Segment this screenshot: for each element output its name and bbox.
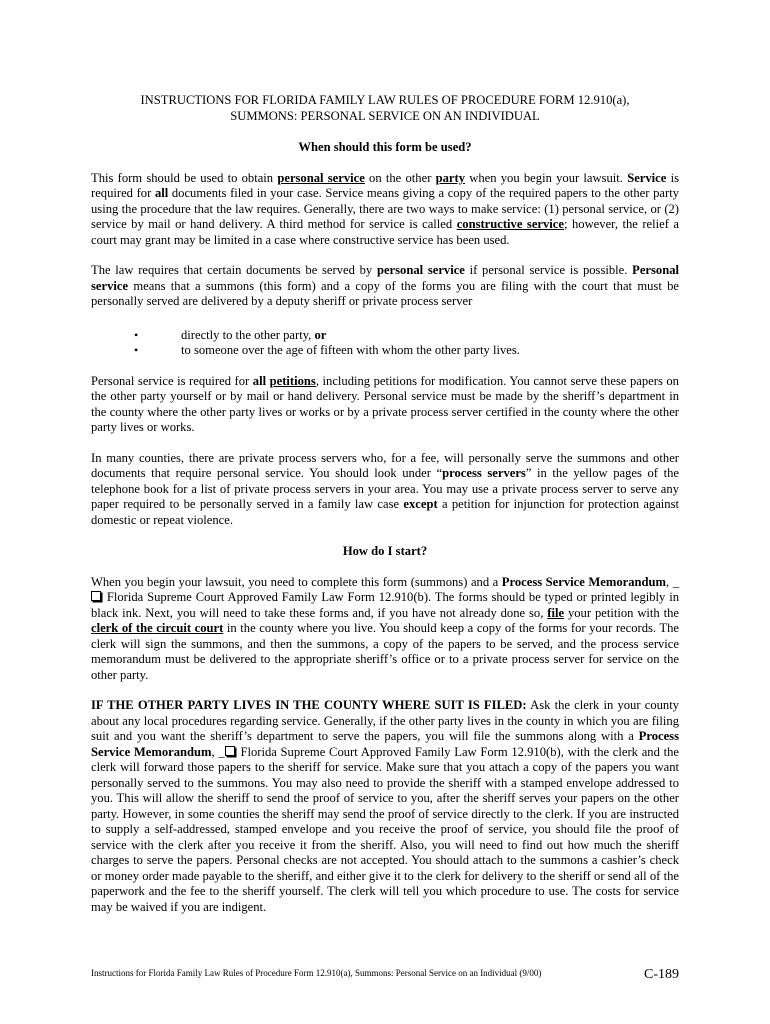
text-run: to someone over the age of fifteen with whom the other party lives. — [181, 343, 520, 357]
term-service: Service — [627, 170, 667, 185]
document-title — [91, 93, 679, 124]
text-run: , including petitions for modification. You cannot serve these papers on the other party yourself or by mail or hand delivery. Personal service must be made by the sheriff’s department in the county where the other party lives or works or by a private process server certified in the county where the other party lives or works. — [91, 373, 679, 434]
paragraph-same-county — [91, 698, 679, 915]
text-run: your petition with the — [564, 605, 679, 620]
section-heading-when: When should this form be used? — [298, 140, 472, 154]
subheading-same-county: IF THE OTHER PARTY LIVES IN THE COUNTY WHERE SUIT IS FILED: — [91, 698, 527, 712]
paragraph-personal-service-definition — [91, 263, 679, 310]
text-run: directly to the other party, — [181, 327, 315, 342]
text-run: in the county where you live. You should keep a copy of the forms for your records. The clerk will sign the summons, and then the summons, a copy of the papers to be served, and the process service memorandum must be delivered to the appropriate sheriff’s office or to a private process server for service on the other party. — [91, 621, 679, 682]
emphasis-personal-service: personal service — [376, 263, 465, 277]
text-run: when you begin your lawsuit. — [465, 170, 628, 185]
text-run: , _ — [666, 574, 679, 589]
term-petitions: petitions — [269, 373, 316, 388]
section-heading-start: How do I start? — [342, 544, 428, 558]
paragraph-process-servers — [91, 451, 679, 529]
emphasis-all: all — [252, 373, 267, 388]
term-clerk-of-circuit-court: clerk of the circuit court — [91, 621, 224, 635]
paragraph-begin-lawsuit — [91, 575, 679, 684]
bullet-icon: • — [134, 343, 139, 357]
text-run: on the other — [364, 170, 436, 185]
text-run: a petition for injunction for protection against domestic or repeat violence. — [91, 497, 679, 527]
text-run: means that a summons (this form) and a copy of the forms you are filing with the court that must be personally served are delivered by a deputy sheriff or private process server — [91, 278, 679, 308]
emphasis-process-service-memorandum: Process Service Memorandum — [501, 574, 667, 589]
list-item — [91, 328, 679, 344]
text-run: , _ — [211, 744, 225, 759]
delivery-options-list — [91, 328, 679, 359]
document-body — [91, 93, 679, 930]
title-line-2: SUMMONS: PERSONAL SERVICE ON AN INDIVIDUAL — [230, 108, 540, 123]
paragraph-service-overview — [91, 171, 679, 249]
paragraph-petitions — [91, 374, 679, 436]
emphasis-or: or — [314, 327, 327, 342]
term-constructive-service: constructive service — [456, 217, 564, 231]
title-line-1: INSTRUCTIONS FOR FLORIDA FAMILY LAW RULES OF PROCEDURE FORM 12.910(a), — [140, 93, 630, 107]
emphasis-all: all — [154, 186, 169, 200]
text-run: Florida Supreme Court Approved Family Law Form 12.910(b), with the clerk and the clerk will forward those papers to the sheriff for service. Make sure that you attach a copy of the papers you want personally served to the summons. You may also need to provide the sheriff with a stamped envelope addressed to you. This will allow the sheriff to send the proof of service to you, after the sheriff serves your papers on the other party. However, in some counties the sheriff may send the proof of service directly to the clerk. If you are instructed to supply a self-addressed, stamped envelope and you receive the proof of service, you should file the proof of service with the clerk after you receive it from the sheriff. Also, you will need to find out how much the sheriff charges to serve the papers. Personal checks are not accepted. You should attach to the summons a cashier’s check or money order made payable to the sheriff, and either give it to the clerk for delivery to the sheriff or send all of the paperwork and the fee to the sheriff yourself. The clerk will tell you which procedure to use. The costs for service may be waived if you are indigent. — [91, 744, 679, 914]
text-run: Personal service is required for — [91, 373, 253, 388]
page-footer — [91, 965, 679, 989]
footer-citation: Instructions for Florida Family Law Rules of Procedure Form 12.910(a), Summons: Personal Service on an Individual (9/00) — [91, 968, 542, 978]
text-run: Florida Supreme Court Approved Family Law Form 12.910(b). The forms should be typed or printed legibly in black ink. Next, you will need to take these forms and, if you have not already done so, — [91, 590, 679, 620]
term-party: party — [435, 170, 466, 185]
emphasis-except: except — [403, 497, 438, 511]
text-run: ; however, the relief a court may grant may be limited in a case where constructive service has been used. — [91, 217, 680, 247]
bullet-icon: • — [134, 327, 139, 342]
page-code: C-189 — [644, 967, 679, 982]
text-run: Ask the clerk in your county about any local procedures regarding service. Generally, if the other party lives in the county in which you are filing suit and you want the sheriff’s department to serve the papers, you will file the summons along with a — [91, 698, 680, 743]
text-run: In many counties, there are private process servers who, for a fee, will personally serve the summons and other documents that require personal service. You should look under “ — [91, 450, 679, 480]
text-run: This form should be used to obtain — [91, 170, 278, 185]
emphasis-process-servers: process servers — [442, 466, 526, 480]
list-item — [91, 343, 679, 359]
emphasis-process-service-memorandum: Process Service Memorandum — [91, 729, 679, 759]
term-personal-service: personal service — [277, 170, 365, 185]
term-file: file — [547, 605, 565, 620]
checkbox-icon — [225, 746, 235, 756]
text-run: if personal service is possible. — [464, 263, 633, 277]
emphasis-personal-service-def: Personal service — [91, 263, 679, 293]
checkbox-icon — [91, 591, 101, 601]
text-run: The law requires that certain documents be served by — [91, 263, 377, 277]
text-run: ” in the yellow pages of the telephone book for a list of private process servers in your area. You may use a private process server to serve any paper required to be personally served in a family law case — [91, 466, 679, 511]
text-run: is required for — [91, 170, 679, 200]
text-run: When you begin your lawsuit, you need to complete this form (summons) and a — [91, 574, 502, 589]
text-run: documents filed in your case. Service means giving a copy of the required papers to the other party using the procedure that the law requires. Generally, there are two ways to make service: (1) personal service, or (2) service by mail or hand delivery. A third method for service is called — [91, 186, 679, 231]
